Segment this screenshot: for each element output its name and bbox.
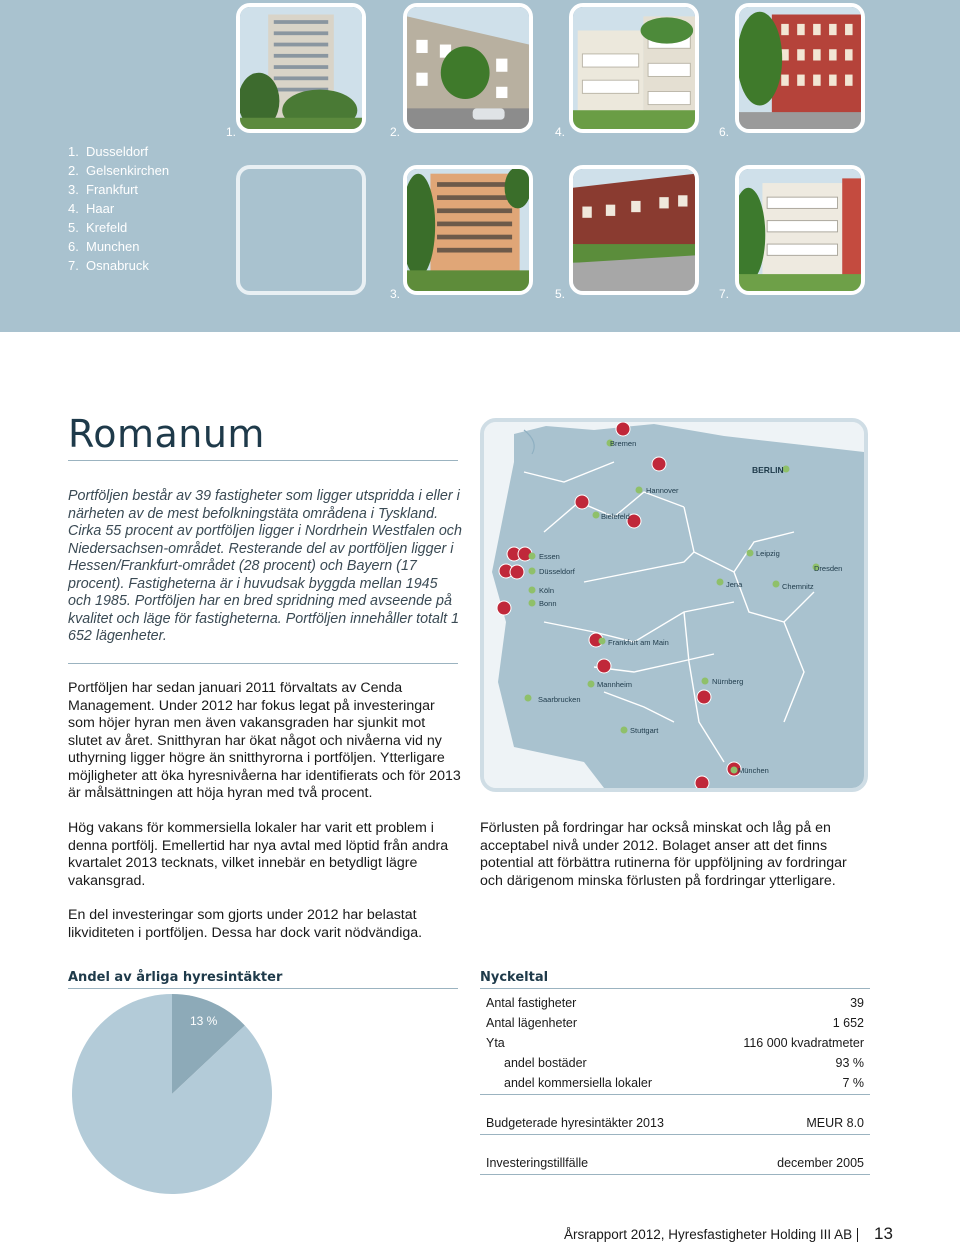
table-row [480,1113,870,1133]
property-photo-5 [569,165,699,295]
pie-chart-title: Andel av årliga hyresintäkter [68,970,283,985]
city-list-item: 1. Dusseldorf [68,144,149,159]
divider [480,1174,870,1175]
map-label-bremen: Bremen [610,439,637,448]
property-photo-7 [735,165,865,295]
photo-placeholder [236,165,366,295]
divider [68,988,458,989]
row-label: Budgeterade hyresintäkter 2013 [486,1116,664,1130]
table-row [480,1073,870,1093]
paragraph-vacancy: Hög vakans för kommersiella lokaler har varit ett problem i denna portfölj. Emellertid har nya avtal med löptid från andra kvartalet 2013 tecknats, vilket innebär en betydligt lägre vakansgrad. [68,820,449,889]
property-photo-4 [569,3,699,133]
key-figures-title: Nyckeltal [480,970,549,985]
map-label-duesseldorf: Düsseldorf [539,567,575,576]
row-value: december 2005 [777,1156,864,1170]
property-photo-1 [236,3,366,133]
map-label-mannheim: Mannheim [597,680,633,689]
footer-text: Årsrapport 2012, Hyresfastigheter Holding III AB [564,1227,853,1242]
table-row [480,993,870,1013]
photo-number: 2. [390,125,401,139]
map-label-dresden: Dresden [814,564,843,573]
map-label-berlin: BERLIN [752,465,784,475]
row-value: MEUR 8.0 [806,1116,864,1130]
photo-number: 4. [555,125,566,139]
row-value: 39 [850,996,864,1010]
divider [480,988,870,989]
germany-map [480,418,868,792]
row-label: Investeringstillfälle [486,1156,589,1170]
row-value: 1 652 [832,1016,864,1030]
map-label-hannover: Hannover [646,486,679,495]
photo-number: 1. [226,125,237,139]
divider [68,460,458,461]
row-value: 116 000 kvadratmeter [743,1036,864,1050]
page-number: 13 [874,1224,893,1243]
map-label-leipzig: Leipzig [756,549,780,558]
pie-slice-label: 13 % [190,1014,218,1028]
city-list-item: 6. Munchen [68,239,140,254]
map-label-jena: Jena [726,580,743,589]
intro-text: Portföljen består av 39 fastigheter som ligger utspridda i eller i närheten av de mest befolkningstäta områdena i Tyskland. Cirka 55 procent av portföljen ligger i Nordrhein Westfalen och Niedersachsen-området. Resterande del av portföljen ligger i Hessen/Frankfurt-området (28 procent) och Bayern (17 procent). Fastigheterna är i huvudsak byggda mellan 1945 och 1985. Portföljen har en bred spridning med avseende på kvalitet och läge för fastigheterna. Portföljen innehåller totalt 1 652 lägenheter. [68,488,462,644]
photo-number: 5. [555,287,566,301]
map-label-muenchen: München [738,766,769,775]
row-value: 7 % [842,1076,864,1090]
city-list [68,142,169,275]
map-label-bielefeld: Bielefeld [601,512,630,521]
city-list-item: 2. Gelsenkirchen [68,163,170,178]
photo-number: 6. [719,125,730,139]
table-row [480,1013,870,1033]
city-list-item: 4. Haar [68,201,115,216]
map-label-bonn: Bonn [539,599,557,608]
table-row [480,1053,870,1073]
table-row [480,1153,870,1173]
map-label-essen: Essen [539,552,560,561]
map-label-nuernberg: Nürnberg [712,677,744,686]
paragraph-investments: En del investeringar som gjorts under 2012 har belastat likviditeten i portföljen. Dessa har dock varit nödvändiga. [68,907,423,941]
row-label: Antal fastigheter [486,996,577,1010]
divider [480,1134,870,1135]
city-list-item: 3. Frankfurt [68,182,139,197]
map-label-stuttgart: Stuttgart [630,726,659,735]
city-list-item: 5. Krefeld [68,220,128,235]
divider [480,1094,870,1095]
map-label-koeln: Köln [539,586,555,595]
row-value: 93 % [835,1056,864,1070]
map-label-frankfurt: Frankfurt am Main [608,638,669,647]
paragraph-management: Portföljen har sedan januari 2011 förvaltats av Cenda Management. Under 2012 har fokus legat på investeringar som höjer hyran men även vakansgraden har sjunkit mot slutet av året. Snitthyran har ökat något och nivåerna vid ny uthyrning ligger högre än snitthyrorna i portföljen. Ytterligare möjligheter att öka hyresnivåerna har identifierats och för 2013 är målsättningen att höja hyran med två procent. [68,680,461,801]
property-photo-2 [403,3,533,133]
map-canvas [484,422,864,788]
key-figures-table [480,993,870,1173]
row-label: andel bostäder [504,1056,587,1070]
table-row [480,1033,870,1053]
row-label: Yta [486,1036,505,1050]
photo-number: 3. [390,287,401,301]
row-label: andel kommersiella lokaler [504,1076,652,1090]
divider [68,663,458,664]
photo-number: 7. [719,287,730,301]
paragraph-receivables: Förlusten på fordringar har också minskat och låg på en acceptabel nivå under 2012. Bolaget anser att det finns potential att förbättra rutinerna för uppföljning av fordringar och därigenom minska förlusten på fordringar ytterligare. [480,820,847,889]
footer-separator [857,1228,858,1242]
property-photo-3 [403,165,533,295]
city-list-item: 7. Osnabruck [68,258,149,273]
page-title: Romanum [68,412,265,456]
photo-banner [0,0,960,332]
map-label-chemnitz: Chemnitz [782,582,814,591]
row-label: Antal lägenheter [486,1016,578,1030]
pie-chart [70,992,274,1196]
map-label-saarbrucken: Saarbrucken [538,695,581,704]
property-photo-6 [735,3,865,133]
